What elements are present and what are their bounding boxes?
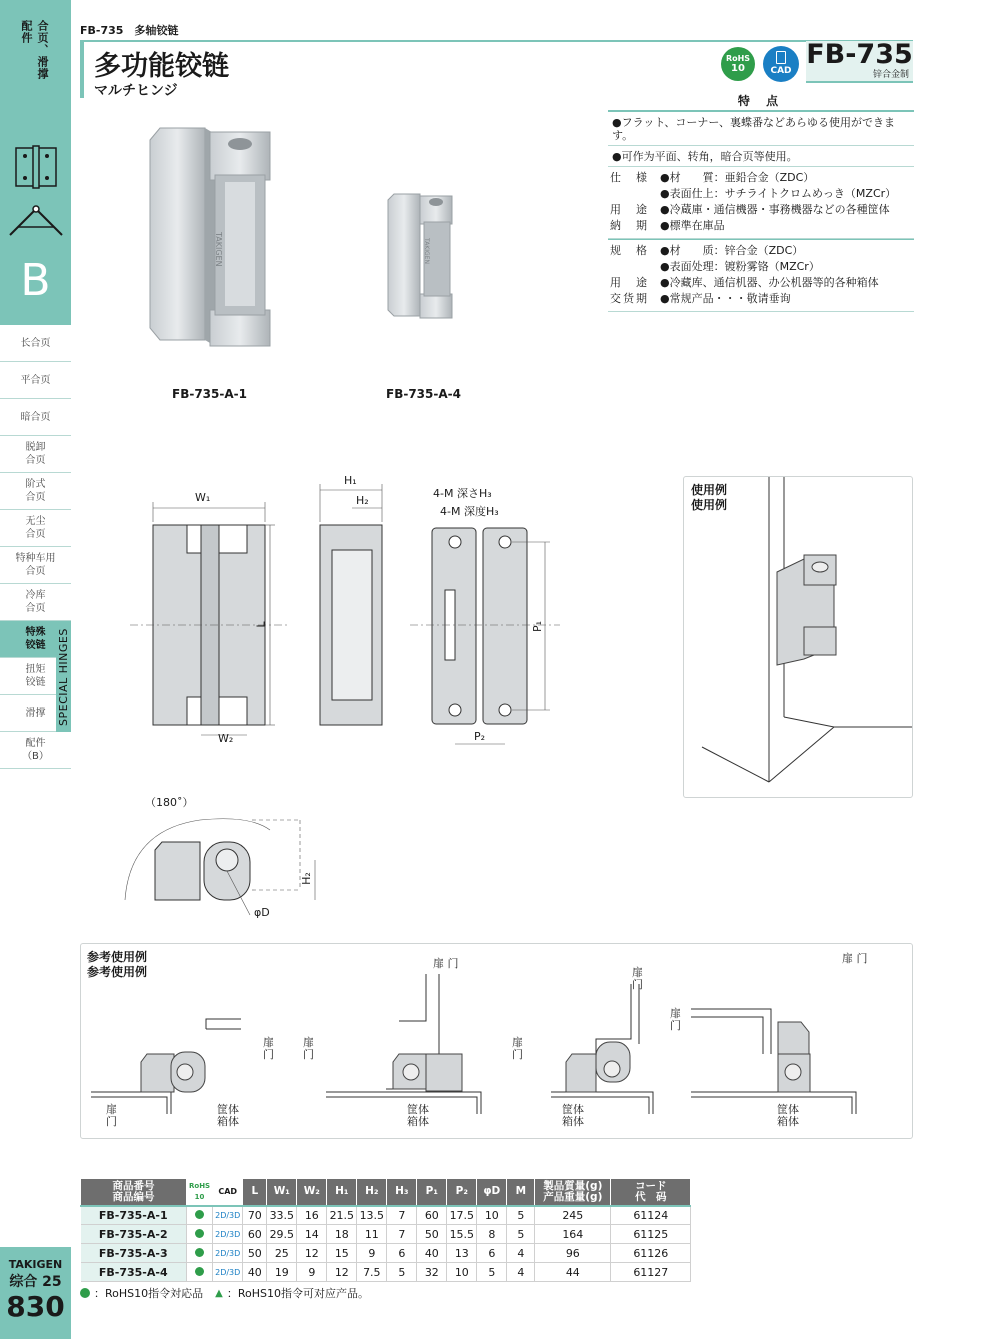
- cell-h3: 7: [387, 1225, 417, 1244]
- spec-value: ●材 質：亜鉛合金（ZDC）: [660, 171, 815, 184]
- cell-part: FB-735-A-1: [81, 1206, 187, 1225]
- col-p1: P₁: [417, 1179, 447, 1206]
- cell-mass: 96: [535, 1244, 611, 1263]
- col-h2: H₂: [357, 1179, 387, 1206]
- spec-value: ●常规产品・・・敬请垂询: [660, 292, 791, 305]
- table-row: [81, 1225, 691, 1244]
- label-cn: 箱体: [217, 1115, 239, 1128]
- sidebar: [0, 0, 71, 1339]
- ref-case-label: [777, 1104, 799, 1128]
- header-cn: 商品编号: [112, 1190, 155, 1203]
- cell-h2: 9: [357, 1244, 387, 1263]
- cell-l: 70: [243, 1206, 267, 1225]
- cell-rohs: [187, 1263, 213, 1282]
- breadcrumb: FB-735 多轴铰链: [80, 24, 179, 37]
- col-l: L: [243, 1179, 267, 1206]
- cell-d: 8: [477, 1225, 507, 1244]
- rohs-dot-icon: [195, 1267, 204, 1276]
- col-m: M: [507, 1179, 535, 1206]
- header-rule: [80, 40, 913, 42]
- product-photo-small: [380, 188, 460, 328]
- ref-door-label: [303, 1037, 314, 1061]
- spec-value: ●冷藏库、通信机器、办公机器等的各种箱体: [660, 276, 879, 289]
- feature-line-cn: ●可作为平面、转角，暗合页等使用。: [608, 146, 914, 167]
- rohs-dot-icon: [195, 1210, 204, 1219]
- cell-code: 61127: [611, 1263, 691, 1282]
- usage-illustration: [684, 477, 912, 797]
- ref-door-label: [263, 1037, 274, 1061]
- label-cn: 箱体: [407, 1115, 429, 1128]
- rohs-dot-icon: [195, 1229, 204, 1238]
- dim-h2-open: H₂: [299, 872, 313, 885]
- spec-row: [608, 243, 914, 259]
- cell-h1: 18: [327, 1225, 357, 1244]
- ref-door-label: [106, 1104, 117, 1128]
- cell-m: 4: [507, 1244, 535, 1263]
- label-cn: 门: [512, 1048, 523, 1061]
- cell-p2: 17.5: [447, 1206, 477, 1225]
- reference-title-cn: 参考使用例: [87, 965, 148, 979]
- cell-w2: 9: [297, 1263, 327, 1282]
- label-cn: 箱体: [777, 1115, 799, 1128]
- features-rule: [608, 311, 914, 312]
- table-row: [81, 1263, 691, 1282]
- cell-rohs: [187, 1244, 213, 1263]
- spec-row: [608, 275, 914, 291]
- dim-h2: H₂: [356, 494, 369, 507]
- table-body: [81, 1206, 691, 1282]
- model-code: FB-735: [806, 39, 913, 70]
- cell-p1: 40: [417, 1244, 447, 1263]
- dim-p2: P₂: [474, 730, 486, 743]
- cell-part: FB-735-A-3: [81, 1244, 187, 1263]
- spec-value: ●表面处理：镀粉雾铬（MZCr）: [660, 260, 820, 273]
- sidebar-nav-item[interactable]: 特种车用 合页: [0, 547, 71, 584]
- col-p2: P₂: [447, 1179, 477, 1206]
- rohs-dot-icon: [80, 1288, 90, 1298]
- cell-code: 61126: [611, 1244, 691, 1263]
- hole-note-cn: 4-M 深度H₃: [440, 505, 499, 518]
- hole-note-jp: 4-M 深さH₃: [433, 487, 492, 500]
- col-h3: H₃: [387, 1179, 417, 1206]
- page-title: 多功能铰链: [94, 51, 229, 82]
- label-jp: 筐体: [562, 1103, 584, 1116]
- ref-case-label: [217, 1104, 239, 1128]
- cell-l: 50: [243, 1244, 267, 1263]
- spec-row: [608, 170, 914, 186]
- sidebar-nav-item[interactable]: 阶式 合页: [0, 473, 71, 510]
- rohs-badge-text: RoHS: [725, 54, 751, 63]
- sidebar-nav-item[interactable]: 脱卸 合页: [0, 436, 71, 473]
- ref-door-pair-label: 扉 门: [433, 957, 459, 970]
- header-jp: 製品質量(g): [543, 1179, 603, 1192]
- spec-row: [608, 218, 914, 234]
- col-w1: W₁: [267, 1179, 297, 1206]
- spec-key: 納 期: [610, 219, 649, 232]
- spec-key: 规 格: [610, 244, 649, 257]
- cell-m: 5: [507, 1206, 535, 1225]
- reference-examples-box: [80, 943, 913, 1139]
- rohs-badge-number: 10: [731, 63, 745, 74]
- cell-h1: 12: [327, 1263, 357, 1282]
- stay-arm-icon: [8, 203, 64, 239]
- cell-w2: 14: [297, 1225, 327, 1244]
- engraving-text: TAKIGEN: [214, 232, 223, 267]
- cell-rohs: [187, 1206, 213, 1225]
- header-jp: 商品番号: [112, 1179, 155, 1192]
- col-h1: H₁: [327, 1179, 357, 1206]
- table-row: [81, 1244, 691, 1263]
- col-mass: [535, 1179, 611, 1206]
- material-tag: 锌合金制: [872, 70, 909, 80]
- cell-d: 10: [477, 1206, 507, 1225]
- cell-p1: 60: [417, 1206, 447, 1225]
- page-number: 830: [6, 1290, 65, 1323]
- label-cn: 门: [670, 1019, 681, 1032]
- spec-block-jp: [608, 167, 914, 239]
- usage-title-cn: 使用例: [691, 498, 728, 512]
- spec-key: 交货期: [610, 292, 649, 305]
- cell-h2: 11: [357, 1225, 387, 1244]
- spec-table: [80, 1178, 691, 1282]
- model-box: [806, 41, 913, 83]
- header-accent-bar: [80, 40, 84, 98]
- features-panel: [608, 92, 914, 312]
- label-cn: 门: [303, 1048, 314, 1061]
- sidebar-category-parts: 配件: [20, 20, 33, 44]
- ref-door-label: [632, 967, 643, 991]
- cell-w1: 29.5: [267, 1225, 297, 1244]
- usage-example-box: [683, 476, 913, 798]
- spec-row: [608, 291, 914, 307]
- label-cn: 门: [632, 978, 643, 991]
- cell-w2: 12: [297, 1244, 327, 1263]
- cell-code: 61124: [611, 1206, 691, 1225]
- sidebar-nav-item[interactable]: 无尘 合页: [0, 510, 71, 547]
- cell-cad: 2D/3D: [213, 1244, 243, 1263]
- sidebar-nav-item[interactable]: 扭矩 铰链: [0, 658, 71, 695]
- dim-l: L: [254, 621, 268, 628]
- cell-w1: 19: [267, 1263, 297, 1282]
- label-jp: 扉: [632, 966, 643, 979]
- col-code: [611, 1179, 691, 1206]
- cell-p2: 10: [447, 1263, 477, 1282]
- hinge-icon: [14, 144, 58, 190]
- dim-h1: H₁: [344, 474, 357, 487]
- cell-h2: 7.5: [357, 1263, 387, 1282]
- spec-key: 用 途: [610, 203, 649, 216]
- spec-row: [608, 259, 914, 275]
- cell-d: 5: [477, 1263, 507, 1282]
- cell-m: 5: [507, 1225, 535, 1244]
- dim-w2: W₂: [218, 732, 234, 745]
- header-cn: 代 码: [635, 1190, 667, 1203]
- label-jp: 扉: [670, 1007, 681, 1020]
- spec-key: [608, 186, 660, 202]
- label-cn: 箱体: [562, 1115, 584, 1128]
- label-jp: 扉: [512, 1036, 523, 1049]
- cell-w1: 25: [267, 1244, 297, 1263]
- col-rohs: [187, 1179, 213, 1206]
- technical-drawing: [100, 470, 580, 940]
- product-photo-large: [140, 120, 280, 360]
- header-rohs: RoHS: [189, 1181, 211, 1190]
- cell-code: 61125: [611, 1225, 691, 1244]
- sidebar-nav-item[interactable]: 滑撑: [0, 695, 71, 732]
- cell-p2: 15.5: [447, 1225, 477, 1244]
- header-jp: コード: [635, 1179, 667, 1192]
- cad-badge-text: CAD: [770, 66, 792, 76]
- sidebar-nav-item[interactable]: 平合页: [0, 362, 71, 399]
- spec-row: [608, 202, 914, 218]
- table-header-row: [81, 1179, 691, 1206]
- ref-door-label: [670, 1008, 681, 1032]
- sidebar-vertical-label: SPECIAL HINGES: [56, 622, 71, 732]
- dim-phid: φD: [254, 906, 270, 919]
- cell-mass: 44: [535, 1263, 611, 1282]
- spec-key: [608, 259, 660, 275]
- angle-label: （180˚）: [145, 796, 194, 809]
- page-subtitle: マルチヒンジ: [94, 83, 178, 99]
- catalog-label: 综合 25: [9, 1274, 62, 1290]
- label-jp: 扉: [106, 1103, 117, 1116]
- document-icon: [776, 51, 786, 64]
- ref-door-label: [512, 1037, 523, 1061]
- col-w2: W₂: [297, 1179, 327, 1206]
- cell-m: 4: [507, 1263, 535, 1282]
- ref-door-pair-label: 扉 门: [842, 952, 868, 965]
- cell-p1: 32: [417, 1263, 447, 1282]
- cell-h1: 21.5: [327, 1206, 357, 1225]
- sidebar-nav-item[interactable]: 特殊 铰链: [0, 621, 71, 658]
- spec-value: ●冷蔵庫・通信機器・事務機器などの各種筐体: [660, 203, 890, 216]
- dim-p1: P₁: [531, 620, 545, 633]
- sidebar-nav-item[interactable]: 冷库 合页: [0, 584, 71, 621]
- header-rohs10: 10: [194, 1192, 205, 1201]
- note-rohs: ：RoHS10指令対応品: [94, 1287, 204, 1300]
- cell-part: FB-735-A-4: [81, 1263, 187, 1282]
- spec-row: [608, 186, 914, 202]
- cell-w1: 33.5: [267, 1206, 297, 1225]
- cell-h2: 13.5: [357, 1206, 387, 1225]
- brand-name: TAKIGEN: [8, 1258, 63, 1271]
- ref-case-label: [407, 1104, 429, 1128]
- cell-h3: 5: [387, 1263, 417, 1282]
- cell-mass: 245: [535, 1206, 611, 1225]
- engraving-text: TAKIGEN: [423, 238, 430, 264]
- spec-value: ●材 质：锌合金（ZDC）: [660, 244, 804, 257]
- cell-w2: 16: [297, 1206, 327, 1225]
- reference-title-jp: 参考使用例: [87, 950, 148, 964]
- table-row: [81, 1206, 691, 1225]
- cell-p2: 13: [447, 1244, 477, 1263]
- cell-cad: 2D/3D: [213, 1263, 243, 1282]
- rohs-dot-icon: [195, 1248, 204, 1257]
- table-note: [80, 1285, 369, 1301]
- cell-l: 40: [243, 1263, 267, 1282]
- usage-title-jp: 使用例: [691, 483, 728, 497]
- label-cn: 门: [263, 1048, 274, 1061]
- cell-h3: 6: [387, 1244, 417, 1263]
- cell-mass: 164: [535, 1225, 611, 1244]
- cell-l: 60: [243, 1225, 267, 1244]
- cell-d: 6: [477, 1244, 507, 1263]
- triangle-icon: ▲: [215, 1287, 223, 1299]
- section-letter: B: [20, 255, 51, 306]
- feature-line-jp: ●フラット、コーナー、裏蝶番などあらゆる使用ができます。: [608, 112, 914, 146]
- header-cn: 产品重量(g): [543, 1190, 603, 1203]
- spec-key: 用 途: [610, 276, 649, 289]
- dim-w1: W₁: [195, 491, 211, 504]
- sidebar-category-hinges: 合页、滑撑: [36, 20, 49, 80]
- label-jp: 扉: [303, 1036, 314, 1049]
- features-title: 特 点: [737, 94, 785, 108]
- label-cn: 门: [106, 1115, 117, 1128]
- sidebar-nav-item[interactable]: 暗合页: [0, 399, 71, 436]
- cell-h3: 7: [387, 1206, 417, 1225]
- cell-rohs: [187, 1225, 213, 1244]
- spec-value: ●表面仕上：サチライトクロムめっき（MZCr）: [660, 187, 897, 200]
- photo-caption-small: FB-735-A-4: [386, 387, 461, 401]
- cell-h1: 15: [327, 1244, 357, 1263]
- photo-caption-large: FB-735-A-1: [172, 387, 247, 401]
- cad-badge: [763, 46, 799, 82]
- note-rohs-possible: ：RoHS10指令可对应产品。: [226, 1287, 369, 1300]
- label-jp: 筐体: [217, 1103, 239, 1116]
- spec-block-cn: [608, 240, 914, 311]
- col-d: φD: [477, 1179, 507, 1206]
- sidebar-nav-item[interactable]: 配件 （B）: [0, 732, 71, 769]
- cell-cad: 2D/3D: [213, 1225, 243, 1244]
- cell-part: FB-735-A-2: [81, 1225, 187, 1244]
- cell-p1: 50: [417, 1225, 447, 1244]
- cell-cad: 2D/3D: [213, 1206, 243, 1225]
- col-cad: CAD: [213, 1179, 243, 1206]
- spec-value: ●標準在庫品: [660, 219, 725, 232]
- sidebar-nav-item[interactable]: 长合页: [0, 325, 71, 362]
- label-jp: 筐体: [407, 1103, 429, 1116]
- col-part: [81, 1179, 187, 1206]
- label-jp: 扉: [263, 1036, 274, 1049]
- ref-case-label: [562, 1104, 584, 1128]
- sidebar-header: [0, 0, 71, 325]
- spec-key: 仕 様: [610, 171, 649, 184]
- rohs-badge: [721, 47, 755, 81]
- label-jp: 筐体: [777, 1103, 799, 1116]
